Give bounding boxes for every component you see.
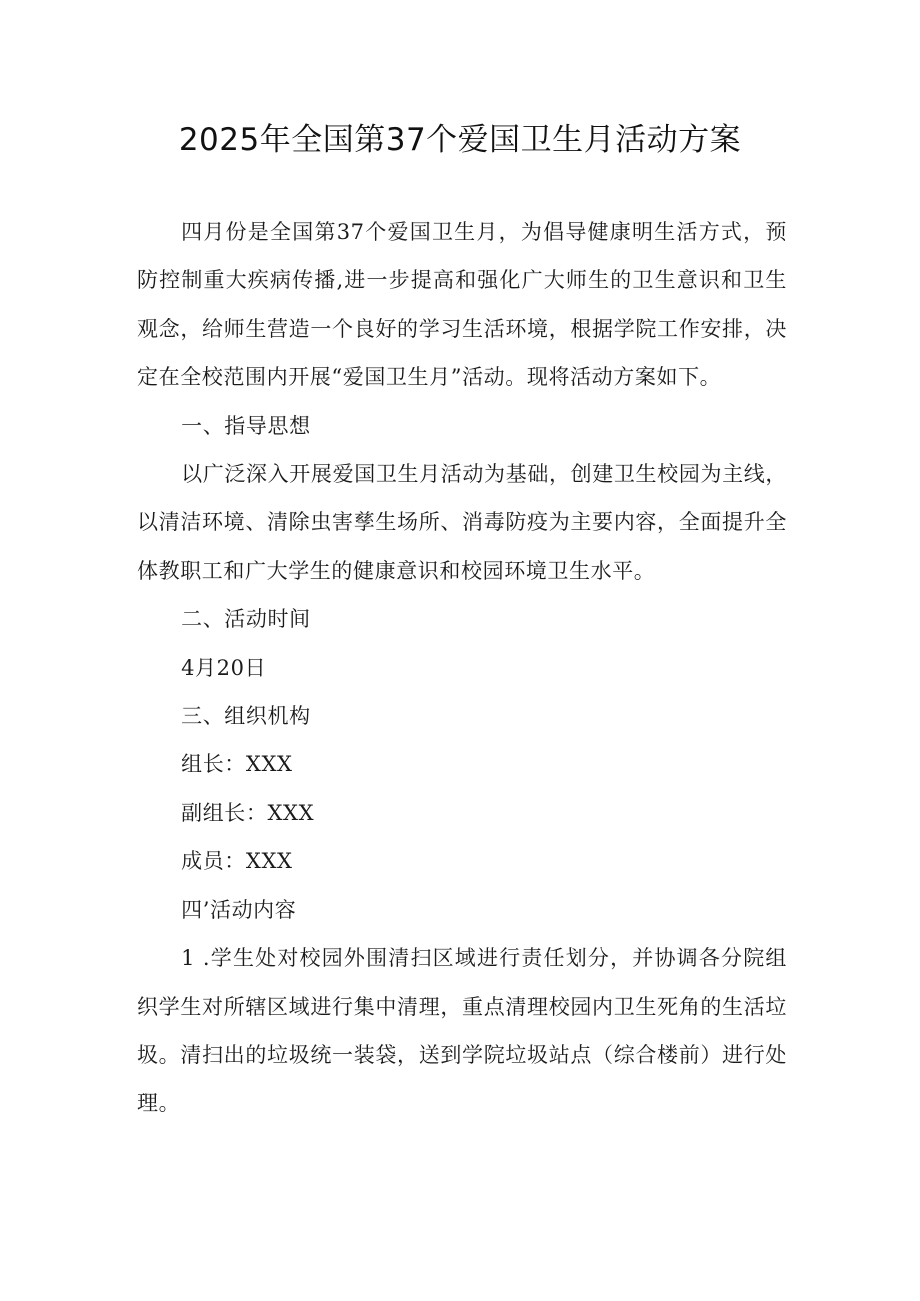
intro-paragraph: 四月份是全国第37个爱国卫生月，为倡导健康明生活方式，预防控制重大疾病传播,进一步提高和强化广大师生的卫生意识和卫生观念，给师生营造一个良好的学习生活环境，根据学院工作安排，决定在全校范围内开展“爱国卫生月”活动。现将活动方案如下。 (137, 220, 787, 390)
section-heading-activity-content: 四’活动内容 (181, 897, 297, 922)
organization-deputy-leader: 副组长：XXX (181, 800, 315, 825)
document-body (137, 208, 787, 1128)
section-heading-guiding-ideology: 一、指导思想 (181, 413, 311, 438)
section-heading-organization: 三、组织机构 (181, 704, 311, 729)
activity-date: 4月20日 (181, 655, 267, 680)
section-heading-activity-time: 二、活动时间 (181, 607, 311, 632)
guiding-ideology-paragraph: 以广泛深入开展爱国卫生月活动为基础，创建卫生校园为主线，以清洁环境、清除虫害孳生场所、消毒防疫为主要内容，全面提升全体教职工和广大学生的健康意识和校园环境卫生水平。 (137, 462, 787, 583)
document-title: 2025年全国第37个爱国卫生月活动方案 (178, 122, 742, 158)
organization-leader: 组长：XXX (181, 752, 293, 777)
organization-members: 成员：XXX (181, 849, 293, 874)
activity-content-item-1: 1 .学生处对校园外围清扫区域进行责任划分，并协调各分院组织学生对所辖区域进行集中清理，重点清理校园内卫生死角的生活垃圾。清扫出的垃圾统一装袋，送到学院垃圾站点（综合楼前）进行处理。 (137, 946, 787, 1116)
